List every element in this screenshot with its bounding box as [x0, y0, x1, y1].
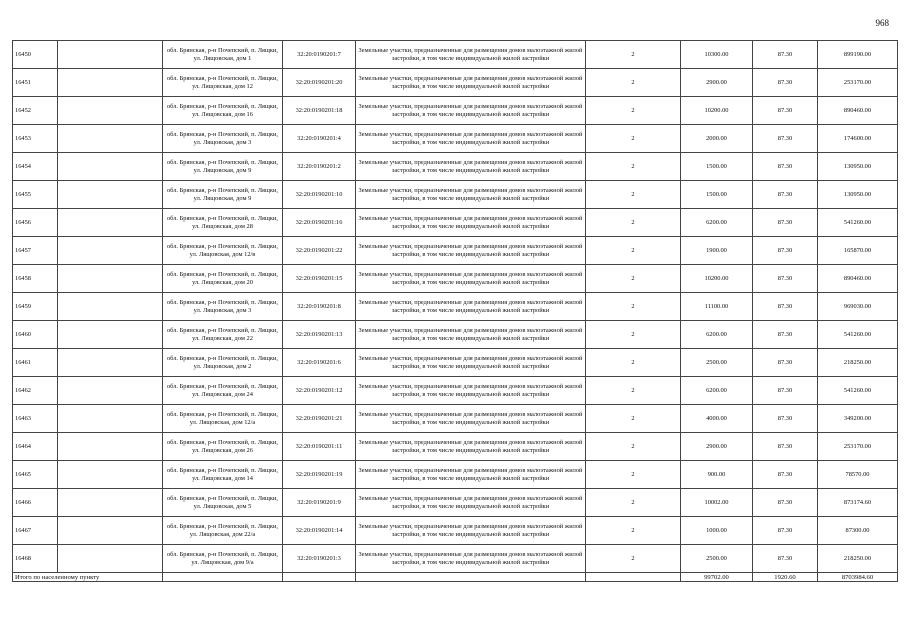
- row-spacer: [58, 209, 163, 237]
- row-spacer: [58, 41, 163, 69]
- row-cadastral-value: 890460.00: [818, 265, 898, 293]
- table-row: [13, 97, 898, 125]
- row-land-use: Земельные участки, предназначенные для размещения домов малоэтажной жилой застройки, в том числе индивидуальной жилой застройки: [356, 293, 586, 321]
- row-land-use: Земельные участки, предназначенные для размещения домов малоэтажной жилой застройки, в том числе индивидуальной жилой застройки: [356, 97, 586, 125]
- row-category: 2: [586, 41, 681, 69]
- row-spacer: [58, 265, 163, 293]
- total-empty-category: [586, 573, 681, 582]
- row-category: 2: [586, 517, 681, 545]
- row-land-use: Земельные участки, предназначенные для размещения домов малоэтажной жилой застройки, в том числе индивидуальной жилой застройки: [356, 405, 586, 433]
- row-area: 10002.00: [681, 489, 753, 517]
- row-cadastral-number: 32:20:0190201:4: [283, 125, 356, 153]
- row-land-use: Земельные участки, предназначенные для размещения домов малоэтажной жилой застройки, в том числе индивидуальной жилой застройки: [356, 321, 586, 349]
- row-rate: 87.30: [753, 293, 818, 321]
- total-area: 99702.00: [681, 573, 753, 582]
- row-cadastral-value: 899190.00: [818, 41, 898, 69]
- row-land-use: Земельные участки, предназначенные для размещения домов малоэтажной жилой застройки, в том числе индивидуальной жилой застройки: [356, 153, 586, 181]
- row-land-use: Земельные участки, предназначенные для размещения домов малоэтажной жилой застройки, в том числе индивидуальной жилой застройки: [356, 517, 586, 545]
- row-category: 2: [586, 125, 681, 153]
- row-rate: 87.30: [753, 321, 818, 349]
- row-number: 16459: [13, 293, 58, 321]
- row-cadastral-number: 32:20:0190201:10: [283, 181, 356, 209]
- row-rate: 87.30: [753, 97, 818, 125]
- total-row: [13, 573, 898, 582]
- row-spacer: [58, 489, 163, 517]
- row-area: 1500.00: [681, 153, 753, 181]
- row-category: 2: [586, 237, 681, 265]
- row-cadastral-number: 32:20:0190201:9: [283, 489, 356, 517]
- row-spacer: [58, 461, 163, 489]
- row-category: 2: [586, 405, 681, 433]
- row-area: 6200.00: [681, 209, 753, 237]
- row-number: 16458: [13, 265, 58, 293]
- table-row: [13, 125, 898, 153]
- row-rate: 87.30: [753, 545, 818, 573]
- row-rate: 87.30: [753, 69, 818, 97]
- row-number: 16464: [13, 433, 58, 461]
- row-cadastral-value: 253170.00: [818, 433, 898, 461]
- row-address: обл. Брянская, р-н Почепский, п. Лящки, ул. Лящовская, дом 9/а: [163, 545, 283, 573]
- row-rate: 87.30: [753, 349, 818, 377]
- row-land-use: Земельные участки, предназначенные для размещения домов малоэтажной жилой застройки, в том числе индивидуальной жилой застройки: [356, 69, 586, 97]
- row-area: 6200.00: [681, 377, 753, 405]
- row-area: 10200.00: [681, 265, 753, 293]
- row-address: обл. Брянская, р-н Почепский, п. Лящки, ул. Лящовская, дом 28: [163, 209, 283, 237]
- table-row: [13, 489, 898, 517]
- row-spacer: [58, 69, 163, 97]
- row-land-use: Земельные участки, предназначенные для размещения домов малоэтажной жилой застройки, в том числе индивидуальной жилой застройки: [356, 545, 586, 573]
- cadastral-value-table: [12, 40, 898, 582]
- row-address: обл. Брянская, р-н Почепский, п. Лящки, ул. Лящовская, дом 1: [163, 41, 283, 69]
- row-rate: 87.30: [753, 209, 818, 237]
- row-cadastral-number: 32:20:0190201:19: [283, 461, 356, 489]
- row-cadastral-number: 32:20:0190201:12: [283, 377, 356, 405]
- row-address: обл. Брянская, р-н Почепский, п. Лящки, ул. Лящовская, дом 9: [163, 181, 283, 209]
- row-address: обл. Брянская, р-н Почепский, п. Лящки, ул. Лящовская, дом 3: [163, 293, 283, 321]
- row-cadastral-value: 890460.00: [818, 97, 898, 125]
- row-cadastral-value: 174600.00: [818, 125, 898, 153]
- row-cadastral-number: 32:20:0190201:3: [283, 545, 356, 573]
- row-land-use: Земельные участки, предназначенные для размещения домов малоэтажной жилой застройки, в том числе индивидуальной жилой застройки: [356, 349, 586, 377]
- row-cadastral-number: 32:20:0190201:22: [283, 237, 356, 265]
- row-area: 2500.00: [681, 545, 753, 573]
- row-cadastral-value: 218250.00: [818, 349, 898, 377]
- row-area: 1900.00: [681, 237, 753, 265]
- row-rate: 87.30: [753, 405, 818, 433]
- row-cadastral-value: 873174.60: [818, 489, 898, 517]
- row-cadastral-number: 32:20:0190201:14: [283, 517, 356, 545]
- table-body: [13, 41, 898, 582]
- row-cadastral-value: 541260.00: [818, 377, 898, 405]
- total-rate: 1920.60: [753, 573, 818, 582]
- row-address: обл. Брянская, р-н Почепский, п. Лящки, ул. Лящовская, дом 14: [163, 461, 283, 489]
- row-cadastral-number: 32:20:0190201:6: [283, 349, 356, 377]
- row-address: обл. Брянская, р-н Почепский, п. Лящки, ул. Лящовская, дом 3: [163, 125, 283, 153]
- row-area: 1000.00: [681, 517, 753, 545]
- table-row: [13, 237, 898, 265]
- row-cadastral-value: 87300.00: [818, 517, 898, 545]
- row-address: обл. Брянская, р-н Почепский, п. Лящки, ул. Лящовская, дом 12: [163, 69, 283, 97]
- row-cadastral-number: 32:20:0190201:21: [283, 405, 356, 433]
- row-land-use: Земельные участки, предназначенные для размещения домов малоэтажной жилой застройки, в том числе индивидуальной жилой застройки: [356, 237, 586, 265]
- row-address: обл. Брянская, р-н Почепский, п. Лящки, ул. Лящовская, дом 22/а: [163, 517, 283, 545]
- row-cadastral-value: 218250.00: [818, 545, 898, 573]
- table-row: [13, 209, 898, 237]
- row-category: 2: [586, 461, 681, 489]
- row-cadastral-number: 32:20:0190201:16: [283, 209, 356, 237]
- row-cadastral-number: 32:20:0190201:2: [283, 153, 356, 181]
- row-number: 16465: [13, 461, 58, 489]
- table-row: [13, 153, 898, 181]
- row-category: 2: [586, 293, 681, 321]
- row-area: 10300.00: [681, 41, 753, 69]
- row-category: 2: [586, 69, 681, 97]
- row-area: 11100.00: [681, 293, 753, 321]
- row-area: 2900.00: [681, 433, 753, 461]
- row-spacer: [58, 97, 163, 125]
- row-address: обл. Брянская, р-н Почепский, п. Лящки, ул. Лящовская, дом 22: [163, 321, 283, 349]
- row-land-use: Земельные участки, предназначенные для размещения домов малоэтажной жилой застройки, в том числе индивидуальной жилой застройки: [356, 461, 586, 489]
- row-address: обл. Брянская, р-н Почепский, п. Лящки, ул. Лящовская, дом 24: [163, 377, 283, 405]
- row-rate: 87.30: [753, 153, 818, 181]
- row-number: 16454: [13, 153, 58, 181]
- row-area: 1500.00: [681, 181, 753, 209]
- row-rate: 87.30: [753, 461, 818, 489]
- row-spacer: [58, 125, 163, 153]
- table-row: [13, 265, 898, 293]
- row-number: 16453: [13, 125, 58, 153]
- row-spacer: [58, 517, 163, 545]
- row-spacer: [58, 293, 163, 321]
- row-cadastral-value: 349200.00: [818, 405, 898, 433]
- table-row: [13, 377, 898, 405]
- row-address: обл. Брянская, р-н Почепский, п. Лящки, ул. Лящовская, дом 5: [163, 489, 283, 517]
- row-category: 2: [586, 545, 681, 573]
- row-number: 16461: [13, 349, 58, 377]
- row-category: 2: [586, 181, 681, 209]
- row-number: 16463: [13, 405, 58, 433]
- row-area: 6200.00: [681, 321, 753, 349]
- row-number: 16467: [13, 517, 58, 545]
- row-spacer: [58, 349, 163, 377]
- row-rate: 87.30: [753, 517, 818, 545]
- row-address: обл. Брянская, р-н Почепский, п. Лящки, ул. Лящовская, дом 16: [163, 97, 283, 125]
- row-spacer: [58, 181, 163, 209]
- row-category: 2: [586, 489, 681, 517]
- row-cadastral-number: 32:20:0190201:11: [283, 433, 356, 461]
- row-cadastral-value: 253170.00: [818, 69, 898, 97]
- row-cadastral-number: 32:20:0190201:15: [283, 265, 356, 293]
- row-spacer: [58, 153, 163, 181]
- row-land-use: Земельные участки, предназначенные для размещения домов малоэтажной жилой застройки, в том числе индивидуальной жилой застройки: [356, 433, 586, 461]
- table-row: [13, 181, 898, 209]
- row-cadastral-number: 32:20:0190201:18: [283, 97, 356, 125]
- row-number: 16468: [13, 545, 58, 573]
- row-cadastral-value: 130950.00: [818, 181, 898, 209]
- row-number: 16456: [13, 209, 58, 237]
- total-empty-kad: [283, 573, 356, 582]
- row-land-use: Земельные участки, предназначенные для размещения домов малоэтажной жилой застройки, в том числе индивидуальной жилой застройки: [356, 265, 586, 293]
- row-rate: 87.30: [753, 377, 818, 405]
- row-land-use: Земельные участки, предназначенные для размещения домов малоэтажной жилой застройки, в том числе индивидуальной жилой застройки: [356, 489, 586, 517]
- row-area: 2500.00: [681, 349, 753, 377]
- row-category: 2: [586, 433, 681, 461]
- row-land-use: Земельные участки, предназначенные для размещения домов малоэтажной жилой застройки, в том числе индивидуальной жилой застройки: [356, 181, 586, 209]
- table-row: [13, 433, 898, 461]
- row-number: 16451: [13, 69, 58, 97]
- row-land-use: Земельные участки, предназначенные для размещения домов малоэтажной жилой застройки, в том числе индивидуальной жилой застройки: [356, 209, 586, 237]
- row-rate: 87.30: [753, 181, 818, 209]
- row-address: обл. Брянская, р-н Почепский, п. Лящки, ул. Лящовская, дом 12/в: [163, 237, 283, 265]
- row-spacer: [58, 377, 163, 405]
- row-address: обл. Брянская, р-н Почепский, п. Лящки, ул. Лящовская, дом 20: [163, 265, 283, 293]
- total-empty-address: [163, 573, 283, 582]
- row-land-use: Земельные участки, предназначенные для размещения домов малоэтажной жилой застройки, в том числе индивидуальной жилой застройки: [356, 377, 586, 405]
- row-address: обл. Брянская, р-н Почепский, п. Лящки, ул. Лящовская, дом 2: [163, 349, 283, 377]
- row-rate: 87.30: [753, 125, 818, 153]
- page-number: 968: [875, 18, 889, 28]
- total-empty-use: [356, 573, 586, 582]
- row-spacer: [58, 321, 163, 349]
- table-row: [13, 349, 898, 377]
- table-row: [13, 405, 898, 433]
- row-area: 2900.00: [681, 69, 753, 97]
- table-row: [13, 41, 898, 69]
- row-address: обл. Брянская, р-н Почепский, п. Лящки, ул. Лящовская, дом 12/а: [163, 405, 283, 433]
- total-value: 8703984.60: [818, 573, 898, 582]
- row-cadastral-value: 541260.00: [818, 209, 898, 237]
- row-spacer: [58, 433, 163, 461]
- row-rate: 87.30: [753, 41, 818, 69]
- row-area: 2000.00: [681, 125, 753, 153]
- table-row: [13, 545, 898, 573]
- row-spacer: [58, 237, 163, 265]
- row-rate: 87.30: [753, 265, 818, 293]
- total-label: Итого по населенному пункту: [13, 573, 163, 582]
- row-category: 2: [586, 377, 681, 405]
- row-category: 2: [586, 153, 681, 181]
- row-address: обл. Брянская, р-н Почепский, п. Лящки, ул. Лящовская, дом 26: [163, 433, 283, 461]
- row-category: 2: [586, 209, 681, 237]
- table-row: [13, 461, 898, 489]
- row-land-use: Земельные участки, предназначенные для размещения домов малоэтажной жилой застройки, в том числе индивидуальной жилой застройки: [356, 41, 586, 69]
- row-cadastral-value: 165870.00: [818, 237, 898, 265]
- table-row: [13, 517, 898, 545]
- row-address: обл. Брянская, р-н Почепский, п. Лящки, ул. Лящовская, дом 9: [163, 153, 283, 181]
- row-cadastral-value: 541260.00: [818, 321, 898, 349]
- row-cadastral-number: 32:20:0190201:8: [283, 293, 356, 321]
- row-number: 16460: [13, 321, 58, 349]
- row-cadastral-value: 78570.00: [818, 461, 898, 489]
- row-category: 2: [586, 265, 681, 293]
- row-number: 16455: [13, 181, 58, 209]
- row-rate: 87.30: [753, 433, 818, 461]
- row-area: 4000.00: [681, 405, 753, 433]
- row-cadastral-number: 32:20:0190201:7: [283, 41, 356, 69]
- row-cadastral-number: 32:20:0190201:20: [283, 69, 356, 97]
- row-number: 16452: [13, 97, 58, 125]
- row-number: 16466: [13, 489, 58, 517]
- row-area: 10200.00: [681, 97, 753, 125]
- row-cadastral-value: 130950.00: [818, 153, 898, 181]
- table-row: [13, 321, 898, 349]
- row-category: 2: [586, 349, 681, 377]
- row-category: 2: [586, 97, 681, 125]
- row-number: 16450: [13, 41, 58, 69]
- table-row: [13, 293, 898, 321]
- row-area: 900.00: [681, 461, 753, 489]
- table-row: [13, 69, 898, 97]
- row-spacer: [58, 545, 163, 573]
- row-land-use: Земельные участки, предназначенные для размещения домов малоэтажной жилой застройки, в том числе индивидуальной жилой застройки: [356, 125, 586, 153]
- row-number: 16457: [13, 237, 58, 265]
- row-number: 16462: [13, 377, 58, 405]
- row-category: 2: [586, 321, 681, 349]
- row-rate: 87.30: [753, 237, 818, 265]
- row-cadastral-value: 969030.00: [818, 293, 898, 321]
- row-rate: 87.30: [753, 489, 818, 517]
- row-spacer: [58, 405, 163, 433]
- row-cadastral-number: 32:20:0190201:13: [283, 321, 356, 349]
